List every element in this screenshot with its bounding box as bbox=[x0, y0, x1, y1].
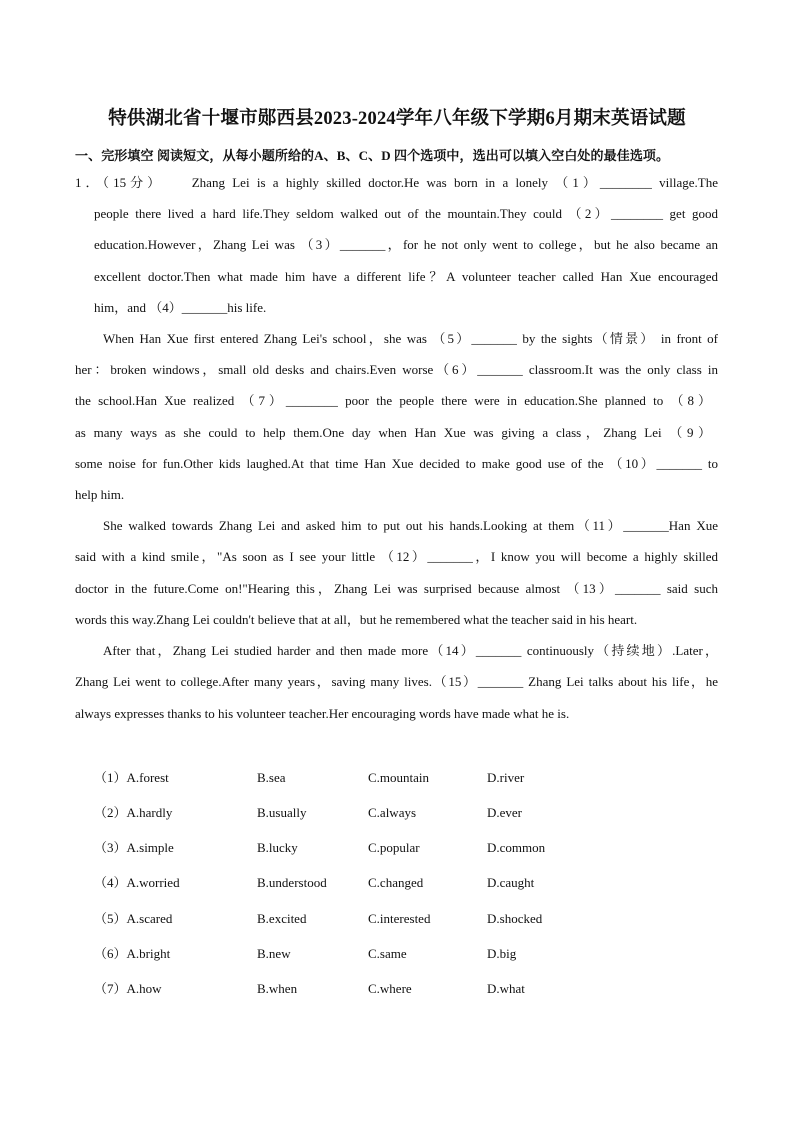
option-b: B.understood bbox=[257, 875, 327, 890]
option-b: B.lucky bbox=[257, 840, 298, 855]
option-c: C.popular bbox=[368, 840, 420, 855]
option-b: B.usually bbox=[257, 805, 307, 820]
option-c: C.always bbox=[368, 805, 417, 820]
option-c: C.where bbox=[368, 981, 412, 996]
option-c: C.interested bbox=[368, 911, 431, 926]
option-row bbox=[94, 805, 694, 821]
option-row bbox=[94, 840, 694, 856]
passage-line: her：broken windows，small old desks and chairs.Even worse（6）_______ classroom.It was the only class in bbox=[75, 362, 718, 377]
passage-line: After that，Zhang Lei studied harder and then made more（14）_______ continuously（持续地）.Later， bbox=[103, 643, 718, 658]
option-row bbox=[94, 946, 694, 962]
option-row bbox=[94, 911, 694, 927]
passage-line: help him. bbox=[75, 487, 125, 502]
option-row bbox=[94, 981, 694, 997]
passage-line: When Han Xue first entered Zhang Lei's school，she was （5）_______ by the sights（情景） in front of bbox=[103, 331, 718, 346]
section-heading: 一、完形填空 阅读短文，从每小题所给的A、B、C、D 四个选项中，选出可以填入空白处的最佳选项。 bbox=[75, 148, 670, 163]
option-b: B.new bbox=[257, 946, 291, 961]
page-title: 特供湖北省十堰市郧西县2023-2024学年八年级下学期6月期末英语试题 bbox=[108, 109, 686, 129]
option-d: D.river bbox=[487, 770, 525, 785]
option-b: B.excited bbox=[257, 911, 307, 926]
option-a: （4）A.worried bbox=[94, 875, 180, 890]
option-c: C.same bbox=[368, 946, 407, 961]
option-a: （6）A.bright bbox=[94, 946, 171, 961]
passage-line: always expresses thanks to his volunteer teacher.Her encouraging words have made what he is. bbox=[75, 706, 570, 721]
passage-line: some noise for fun.Other kids laughed.At that time Han Xue decided to make good use of the （10）_______ to bbox=[75, 456, 718, 471]
passage-line: Zhang Lei went to college.After many years，saving many lives.（15）_______ Zhang Lei talks about his life，he bbox=[75, 674, 718, 689]
option-a: （3）A.simple bbox=[94, 840, 174, 855]
option-d: D.ever bbox=[487, 805, 523, 820]
option-d: D.common bbox=[487, 840, 546, 855]
option-row bbox=[94, 875, 694, 891]
option-d: D.big bbox=[487, 946, 517, 961]
option-d: D.what bbox=[487, 981, 525, 996]
option-a: （5）A.scared bbox=[94, 911, 173, 926]
option-a: （1）A.forest bbox=[94, 770, 169, 785]
passage-line: doctor in the future.Come on!"Hearing this，Zhang Lei was surprised because almost （13）_______ said such bbox=[75, 581, 718, 596]
passage-line: as many ways as she could to help them.One day when Han Xue was giving a class，Zhang Lei （9） bbox=[75, 425, 711, 440]
passage-line: words this way.Zhang Lei couldn't believe that at all，but he remembered what the teacher said in his heart. bbox=[75, 612, 638, 627]
option-d: D.shocked bbox=[487, 911, 543, 926]
passage-line: people there lived a hard life.They seldom walked out of the mountain.They could （2）________ get good bbox=[94, 206, 718, 221]
passage-line: education.However，Zhang Lei was （3）_______，for he not only went to college，but he also became an bbox=[94, 237, 718, 252]
option-a: （7）A.how bbox=[94, 981, 162, 996]
passage-line: excellent doctor.Then what made him have a different life？A volunteer teacher called Han Xue encouraged bbox=[94, 269, 718, 284]
option-b: B.sea bbox=[257, 770, 286, 785]
option-b: B.when bbox=[257, 981, 298, 996]
option-c: C.changed bbox=[368, 875, 424, 890]
passage-line: the school.Han Xue realized （7）________ poor the people there were in education.She planned to （8） bbox=[75, 393, 711, 408]
passage-line: She walked towards Zhang Lei and asked him to put out his hands.Looking at them（11）_______Han Xue bbox=[103, 518, 718, 533]
option-d: D.caught bbox=[487, 875, 535, 890]
option-row bbox=[94, 770, 694, 786]
passage-line: said with a kind smile，"As soon as I see your little （12）_______，I know you will become a highly skilled bbox=[75, 549, 718, 564]
passage-line: 1．（15分） Zhang Lei is a highly skilled doctor.He was born in a lonely （1）________ village.The bbox=[75, 175, 718, 190]
passage-line: him，and （4）_______his life. bbox=[94, 300, 267, 315]
option-c: C.mountain bbox=[368, 770, 430, 785]
option-a: （2）A.hardly bbox=[94, 805, 173, 820]
